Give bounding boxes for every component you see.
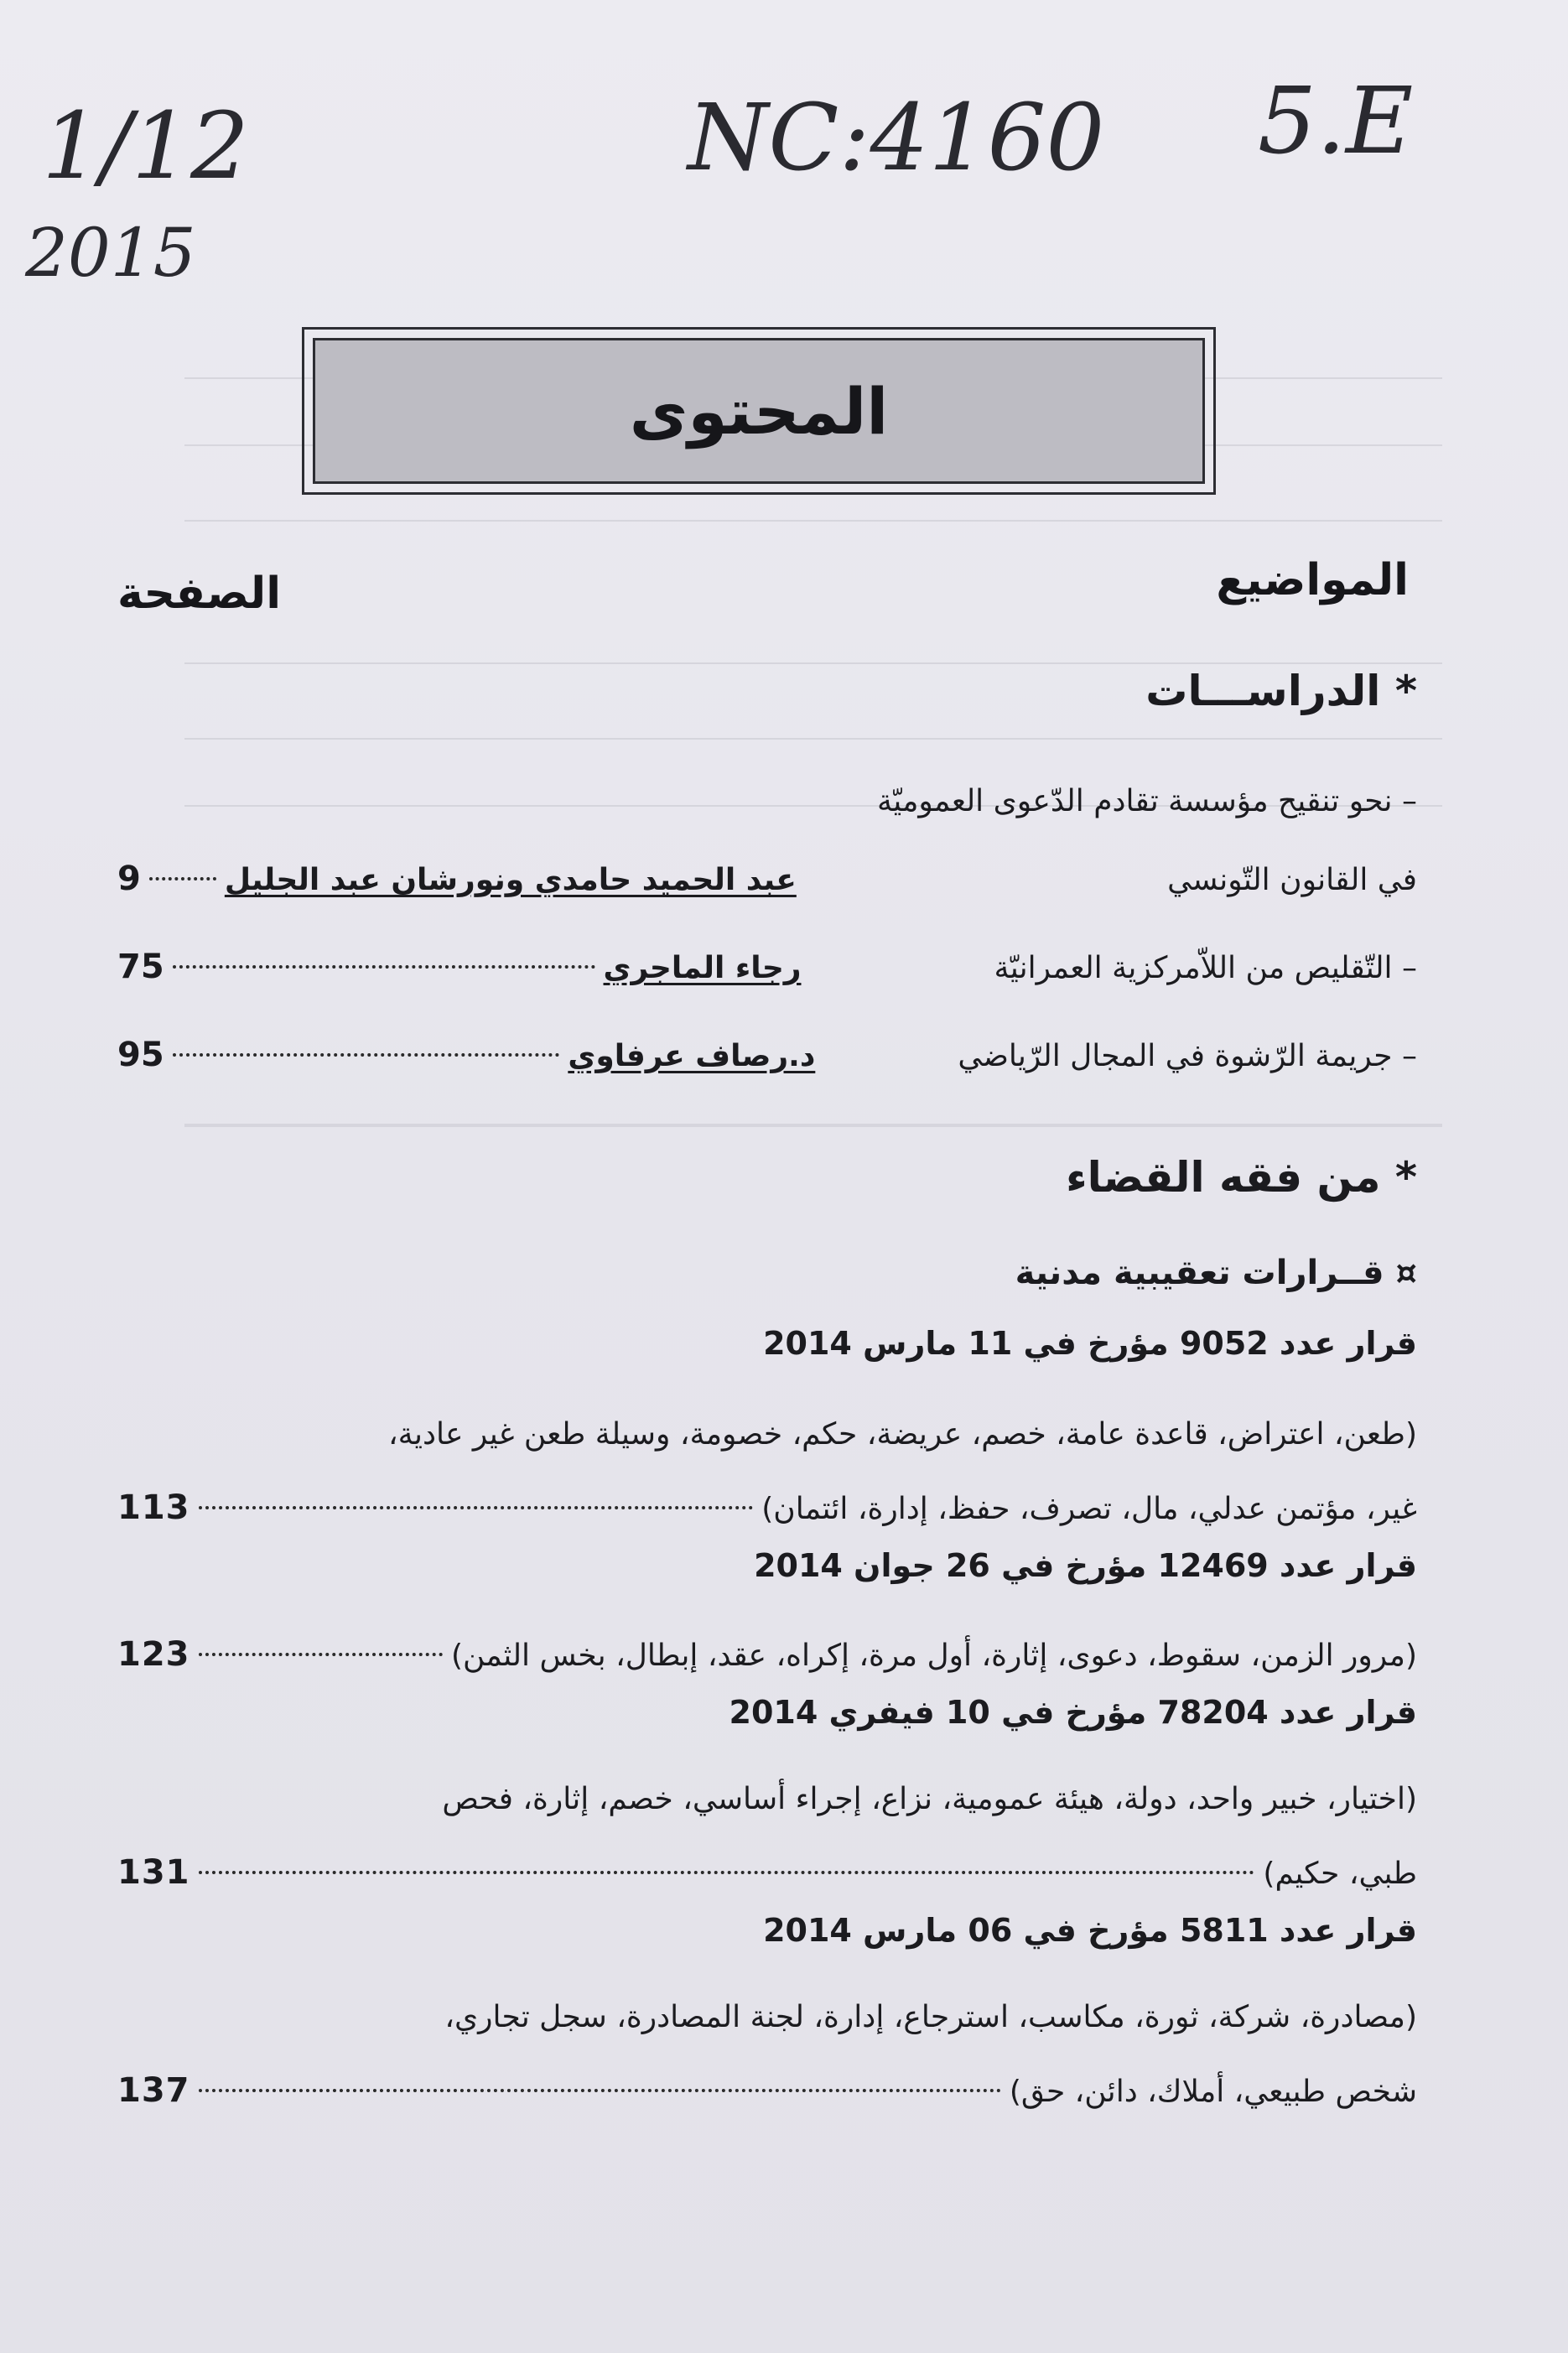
entry-page-number: 75	[117, 948, 164, 986]
bleed-through-line	[184, 662, 1442, 664]
entry-page-number: 113	[117, 1488, 190, 1527]
bleed-through-line	[184, 1124, 1442, 1127]
decision-title: قرار عدد 78204 مؤرخ في 10 فيفري 2014	[729, 1694, 1417, 1731]
entry-title: في القانون التّونسي	[1167, 863, 1417, 897]
decision-keywords-line	[117, 2000, 1417, 2034]
civil-decisions-subheading: ¤ قــرارات تعقيبية مدنية	[1015, 1254, 1417, 1292]
dot-leader	[199, 1506, 754, 1509]
handwritten-note-left-top: 1/12	[42, 92, 250, 200]
studies-heading: * الدراســـات	[1145, 667, 1417, 715]
toc-entry-line[interactable]	[117, 2071, 1417, 2110]
decision-keywords-line	[117, 1417, 1417, 1452]
entry-page-number: 137	[117, 2071, 190, 2110]
dot-leader	[199, 1871, 1255, 1874]
decision-keywords-line	[117, 1782, 1417, 1816]
decision-title: قرار عدد 12469 مؤرخ في 26 جوان 2014	[754, 1547, 1417, 1584]
entry-title: – جريمة الرّشوة في المجال الرّياضي	[958, 1039, 1417, 1073]
entry-page-number: 131	[117, 1853, 190, 1892]
decision-keywords: غير، مؤتمن عدلي، مال، تصرف، حفظ، إدارة، ائتمان)	[761, 1492, 1417, 1526]
entry-author: عبد الحميد حامدي ونورشان عبد الجليل	[224, 863, 797, 897]
page-title: المحتوى	[629, 373, 889, 449]
dot-leader	[149, 877, 216, 880]
entry-title: – التّقليص من اللاّمركزية العمرانيّة	[994, 951, 1417, 985]
toc-entry-line[interactable]	[117, 1488, 1417, 1527]
decision-keywords: طبي، حكيم)	[1263, 1857, 1417, 1891]
entry-page-number: 95	[117, 1036, 164, 1074]
bleed-through-line	[184, 520, 1442, 522]
entry-author: د.رصاف عرفاوي	[568, 1039, 816, 1073]
handwritten-note-right: 5.E	[1258, 67, 1414, 174]
decision-keywords: (طعن، اعتراض، قاعدة عامة، خصم، عريضة، حكم، خصومة، وسيلة طعن غير عادية،	[388, 1417, 1417, 1452]
dot-leader	[199, 2089, 1001, 2092]
entry-page-number: 123	[117, 1635, 190, 1674]
handwritten-note-center: NC:4160	[688, 84, 1105, 191]
jurisprudence-heading: * من فقه القضاء	[1066, 1153, 1417, 1202]
title-box-inner	[313, 338, 1205, 484]
decision-keywords: (مرور الزمن، سقوط، دعوى، إثارة، أول مرة، إكراه، عقد، إبطال، بخس الثمن)	[450, 1639, 1417, 1673]
dot-leader	[199, 1653, 443, 1656]
toc-entry-line[interactable]	[117, 860, 1417, 898]
toc-entry-line[interactable]	[117, 1036, 1417, 1074]
toc-entry-line	[117, 784, 1417, 818]
dot-leader	[173, 965, 595, 969]
decision-title: قرار عدد 9052 مؤرخ في 11 مارس 2014	[763, 1325, 1417, 1362]
decision-keywords: شخص طبيعي، أملاك، دائن، حق)	[1009, 2075, 1417, 2109]
bleed-through-line	[184, 738, 1442, 740]
toc-entry-line[interactable]	[117, 1853, 1417, 1892]
title-box	[302, 327, 1216, 495]
entry-title: – نحو تنقيح مؤسسة تقادم الدّعوى العموميّة	[876, 784, 1417, 818]
handwritten-note-left-bottom: 2015	[25, 214, 196, 292]
decision-keywords: (مصادرة، شركة، ثورة، مكاسب، استرجاع، إدارة، لجنة المصادرة، سجل تجاري،	[444, 2000, 1417, 2034]
decision-title: قرار عدد 5811 مؤرخ في 06 مارس 2014	[763, 1912, 1417, 1949]
page-header: الصفحة	[117, 569, 282, 619]
topics-header: المواضيع	[1216, 555, 1409, 605]
dot-leader	[173, 1053, 560, 1057]
toc-entry-line[interactable]	[117, 948, 1417, 986]
entry-page-number: 9	[117, 860, 141, 898]
entry-author: رجاء الماجري	[603, 951, 802, 985]
toc-entry-line[interactable]	[117, 1635, 1417, 1674]
decision-keywords: (اختيار، خبير واحد، دولة، هيئة عمومية، نزاع، إجراء أساسي، خصم، إثارة، فحص	[442, 1782, 1417, 1816]
